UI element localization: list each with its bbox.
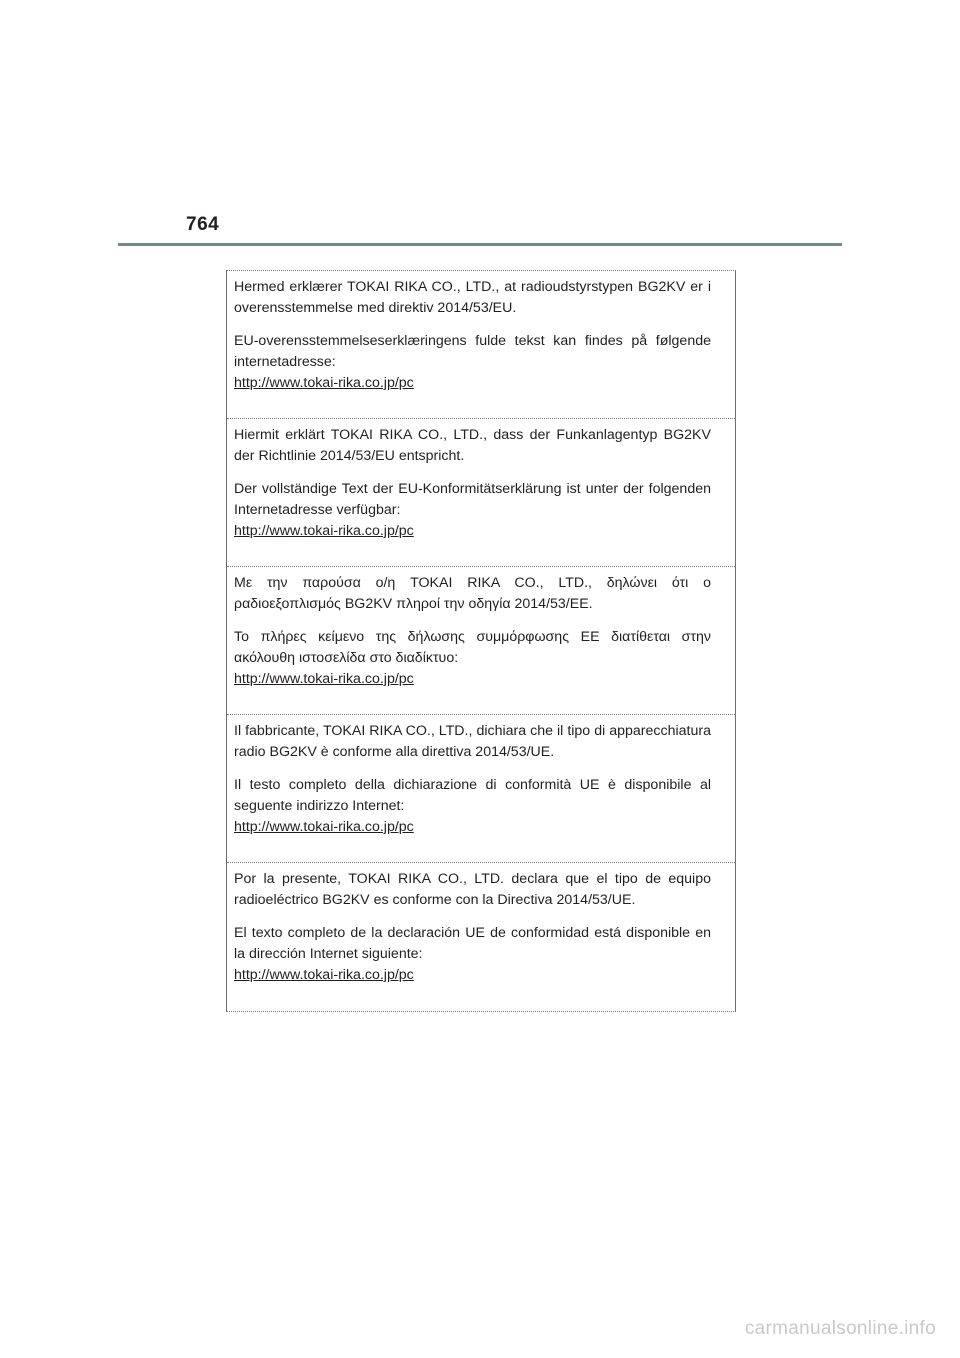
declaration-text: Hermed erklærer TOKAI RIKA CO., LTD., at radioudstyrstypen BG2KV er i overensstemmelse med direktiv 2014/53/EU. — [234, 279, 711, 316]
availability-text: EU-overensstemmelseserklæringens fulde tekst kan findes på følgende internetadresse: — [234, 333, 711, 370]
declaration-section-danish — [227, 271, 735, 419]
declaration-text: Il fabbricante, TOKAI RIKA CO., LTD., dichiara che il tipo di apparecchiatura radio BG2KV è conforme alla direttiva 2014/53/UE. — [234, 723, 711, 760]
declaration-section-greek — [227, 567, 735, 715]
page-number: 764 — [186, 214, 220, 235]
declaration-text: Με την παρούσα ο/η TOKAI RIKA CO., LTD., δηλώνει ότι ο ραδιοεξοπλισμός BG2KV πληροί την οδηγία 2014/53/ΕΕ. — [234, 575, 711, 612]
availability-text: Το πλήρες κείμενο της δήλωσης συμμόρφωσης ΕΕ διατίθεται στην ακόλουθη ιστοσελίδα στο διαδίκτυο: — [234, 629, 711, 666]
declaration-link[interactable]: http://www.tokai-rika.co.jp/pc — [234, 523, 414, 539]
declaration-section-spanish — [227, 863, 735, 1011]
declaration-link[interactable]: http://www.tokai-rika.co.jp/pc — [234, 671, 414, 687]
declaration-text: Por la presente, TOKAI RIKA CO., LTD. declara que el tipo de equipo radioeléctrico BG2KV es conforme con la Directiva 2014/53/UE. — [234, 871, 711, 908]
declaration-section-italian — [227, 715, 735, 863]
watermark: carmanualsonline.info — [744, 1318, 936, 1339]
declaration-section-german — [227, 419, 735, 567]
declaration-link[interactable]: http://www.tokai-rika.co.jp/pc — [234, 375, 414, 391]
declaration-link[interactable]: http://www.tokai-rika.co.jp/pc — [234, 967, 414, 983]
header-rule — [118, 243, 842, 246]
declaration-text: Hiermit erklärt TOKAI RIKA CO., LTD., dass der Funkanlagentyp BG2KV der Richtlinie 2014/53/EU entspricht. — [234, 427, 711, 464]
availability-text: El texto completo de la declaración UE de conformidad está disponible en la dirección Internet siguiente: — [234, 925, 711, 962]
declaration-link[interactable]: http://www.tokai-rika.co.jp/pc — [234, 819, 414, 835]
availability-text: Il testo completo della dichiarazione di conformità UE è disponibile al seguente indirizzo Internet: — [234, 777, 711, 814]
availability-text: Der vollständige Text der EU-Konformitätserklärung ist unter der folgenden Internetadresse verfügbar: — [234, 481, 711, 518]
declarations-box — [226, 270, 736, 1012]
